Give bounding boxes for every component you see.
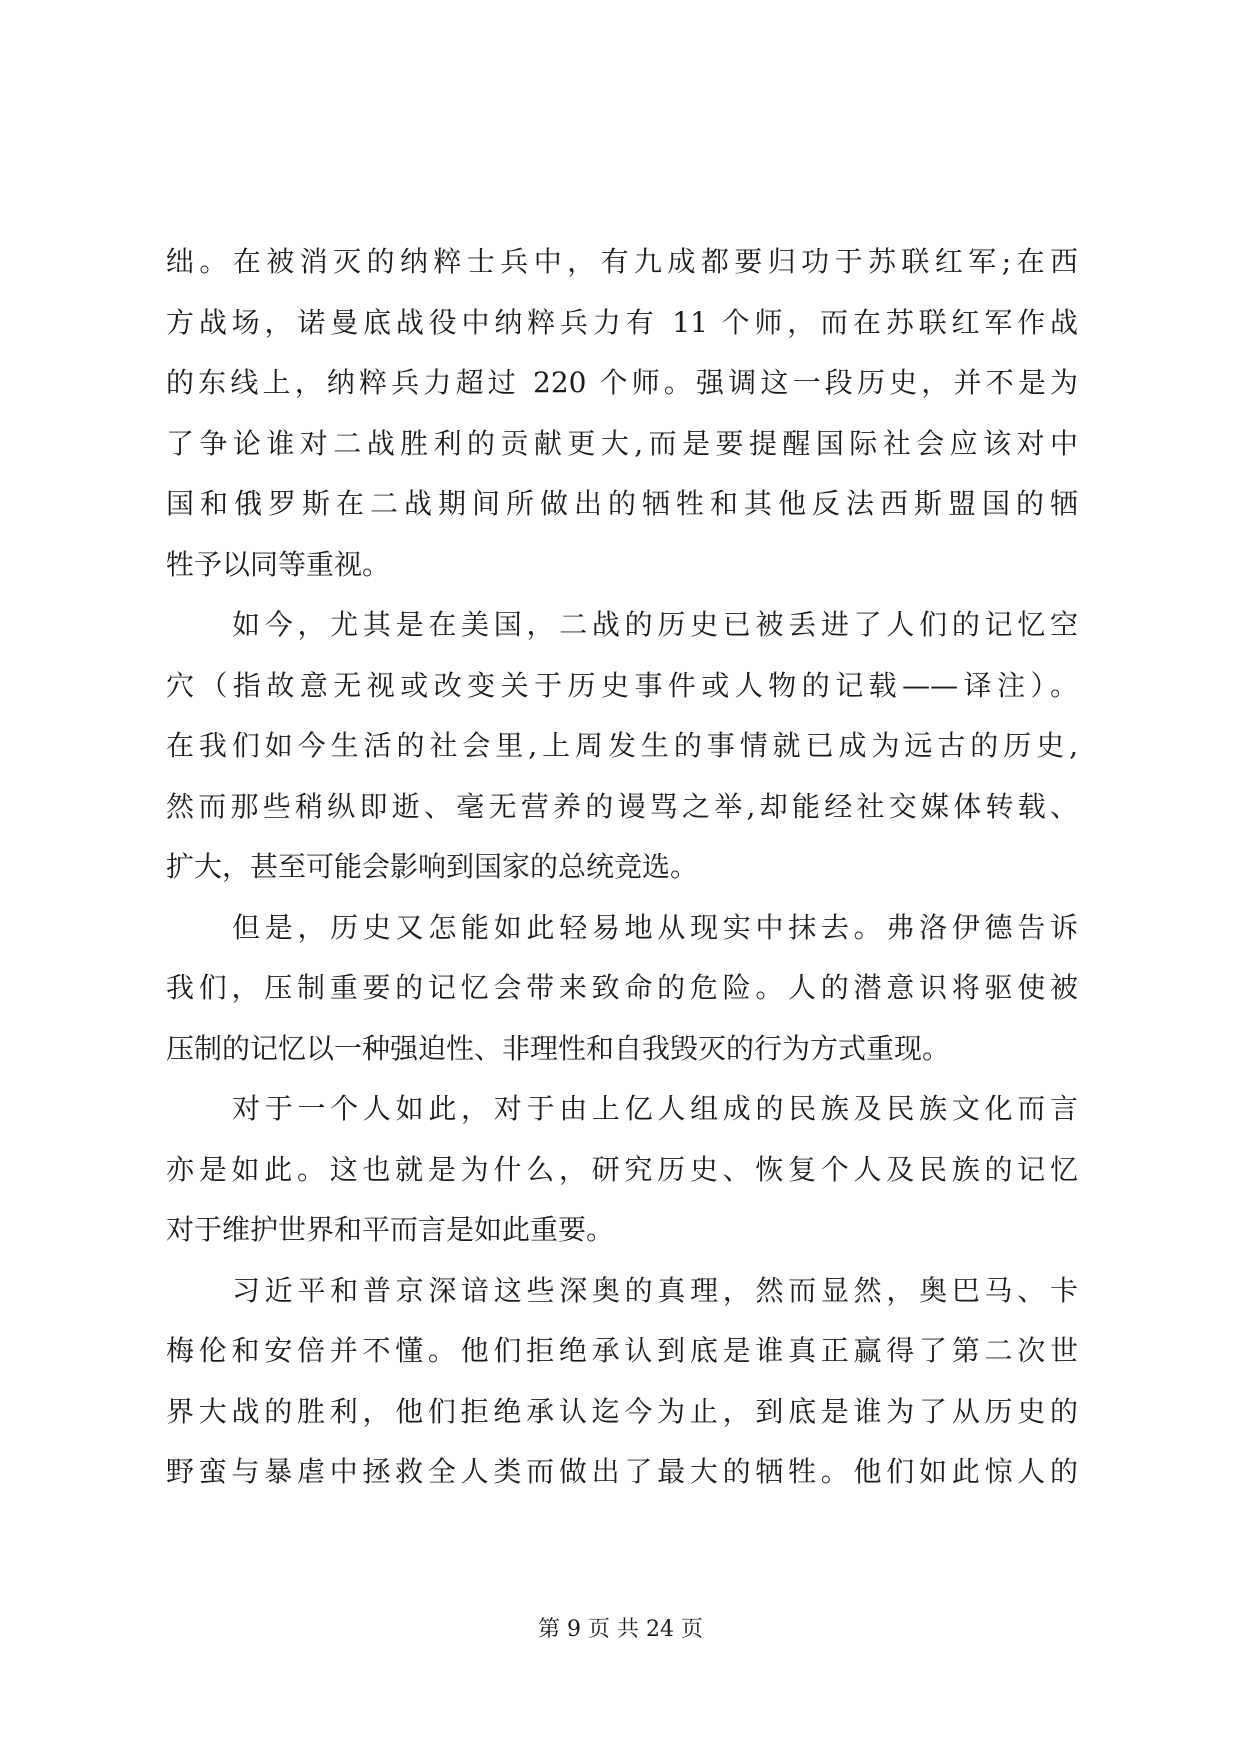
text-line: 牲予以同等重视。	[166, 547, 391, 581]
body-text	[166, 232, 1078, 1503]
text-line: 对于维护世界和平而言是如此重要。	[166, 1213, 615, 1246]
text-line: 的东线上，纳粹兵力超过 220 个师。强调这一段历史，并不是为	[166, 366, 1078, 399]
text-line: 但是，历史又怎能如此轻易地从现实中抹去。弗洛伊德告诉	[232, 910, 1078, 944]
text-line: 野蛮与暴虐中拯救全人类而做出了最大的牺牲。他们如此惊人的	[166, 1455, 1078, 1488]
text-line: 梅伦和安倍并不懂。他们拒绝承认到底是谁真正赢得了第二次世	[166, 1334, 1078, 1367]
text-line: 绌。在被消灭的纳粹士兵中，有九成都要归功于苏联红军;在西	[166, 245, 1078, 278]
text-line: 对于一个人如此，对于由上亿人组成的民族及民族文化而言	[232, 1092, 1078, 1125]
text-line: 界大战的胜利，他们拒绝承认迄今为止，到底是谁为了从历史的	[166, 1394, 1078, 1428]
text-line: 如今，尤其是在美国，二战的历史已被丢进了人们的记忆空	[232, 608, 1078, 641]
text-line: 了争论谁对二战胜利的贡献更大,而是要提醒国际社会应该对中	[166, 426, 1078, 460]
text-line: 亦是如此。这也就是为什么，研究历史、恢复个人及民族的记忆	[166, 1152, 1078, 1186]
text-line: 然而那些稍纵即逝、毫无营养的谩骂之举,却能经社交媒体转载、	[166, 789, 1078, 823]
text-line: 我们，压制重要的记忆会带来致命的危险。人的潜意识将驱使被	[166, 971, 1078, 1004]
text-line: 方战场，诺曼底战役中纳粹兵力有 11 个师，而在苏联红军作战	[166, 305, 1078, 339]
text-line: 在我们如今生活的社会里,上周发生的事情就已成为远古的历史,	[166, 729, 1078, 762]
text-line: 扩大，甚至可能会影响到国家的总统竞选。	[166, 850, 699, 883]
text-line: 国和俄罗斯在二战期间所做出的牺牲和其他反法西斯盟国的牺	[166, 487, 1078, 520]
text-line: 习近平和普京深谙这些深奥的真理，然而显然，奥巴马、卡	[232, 1273, 1078, 1307]
text-line: 穴（指故意无视或改变关于历史事件或人物的记载——译注）。	[166, 668, 1078, 702]
page-footer: 第 9 页 共 24 页	[538, 1617, 703, 1642]
text-line: 压制的记忆以一种强迫性、非理性和自我毁灭的行为方式重现。	[166, 1031, 951, 1065]
